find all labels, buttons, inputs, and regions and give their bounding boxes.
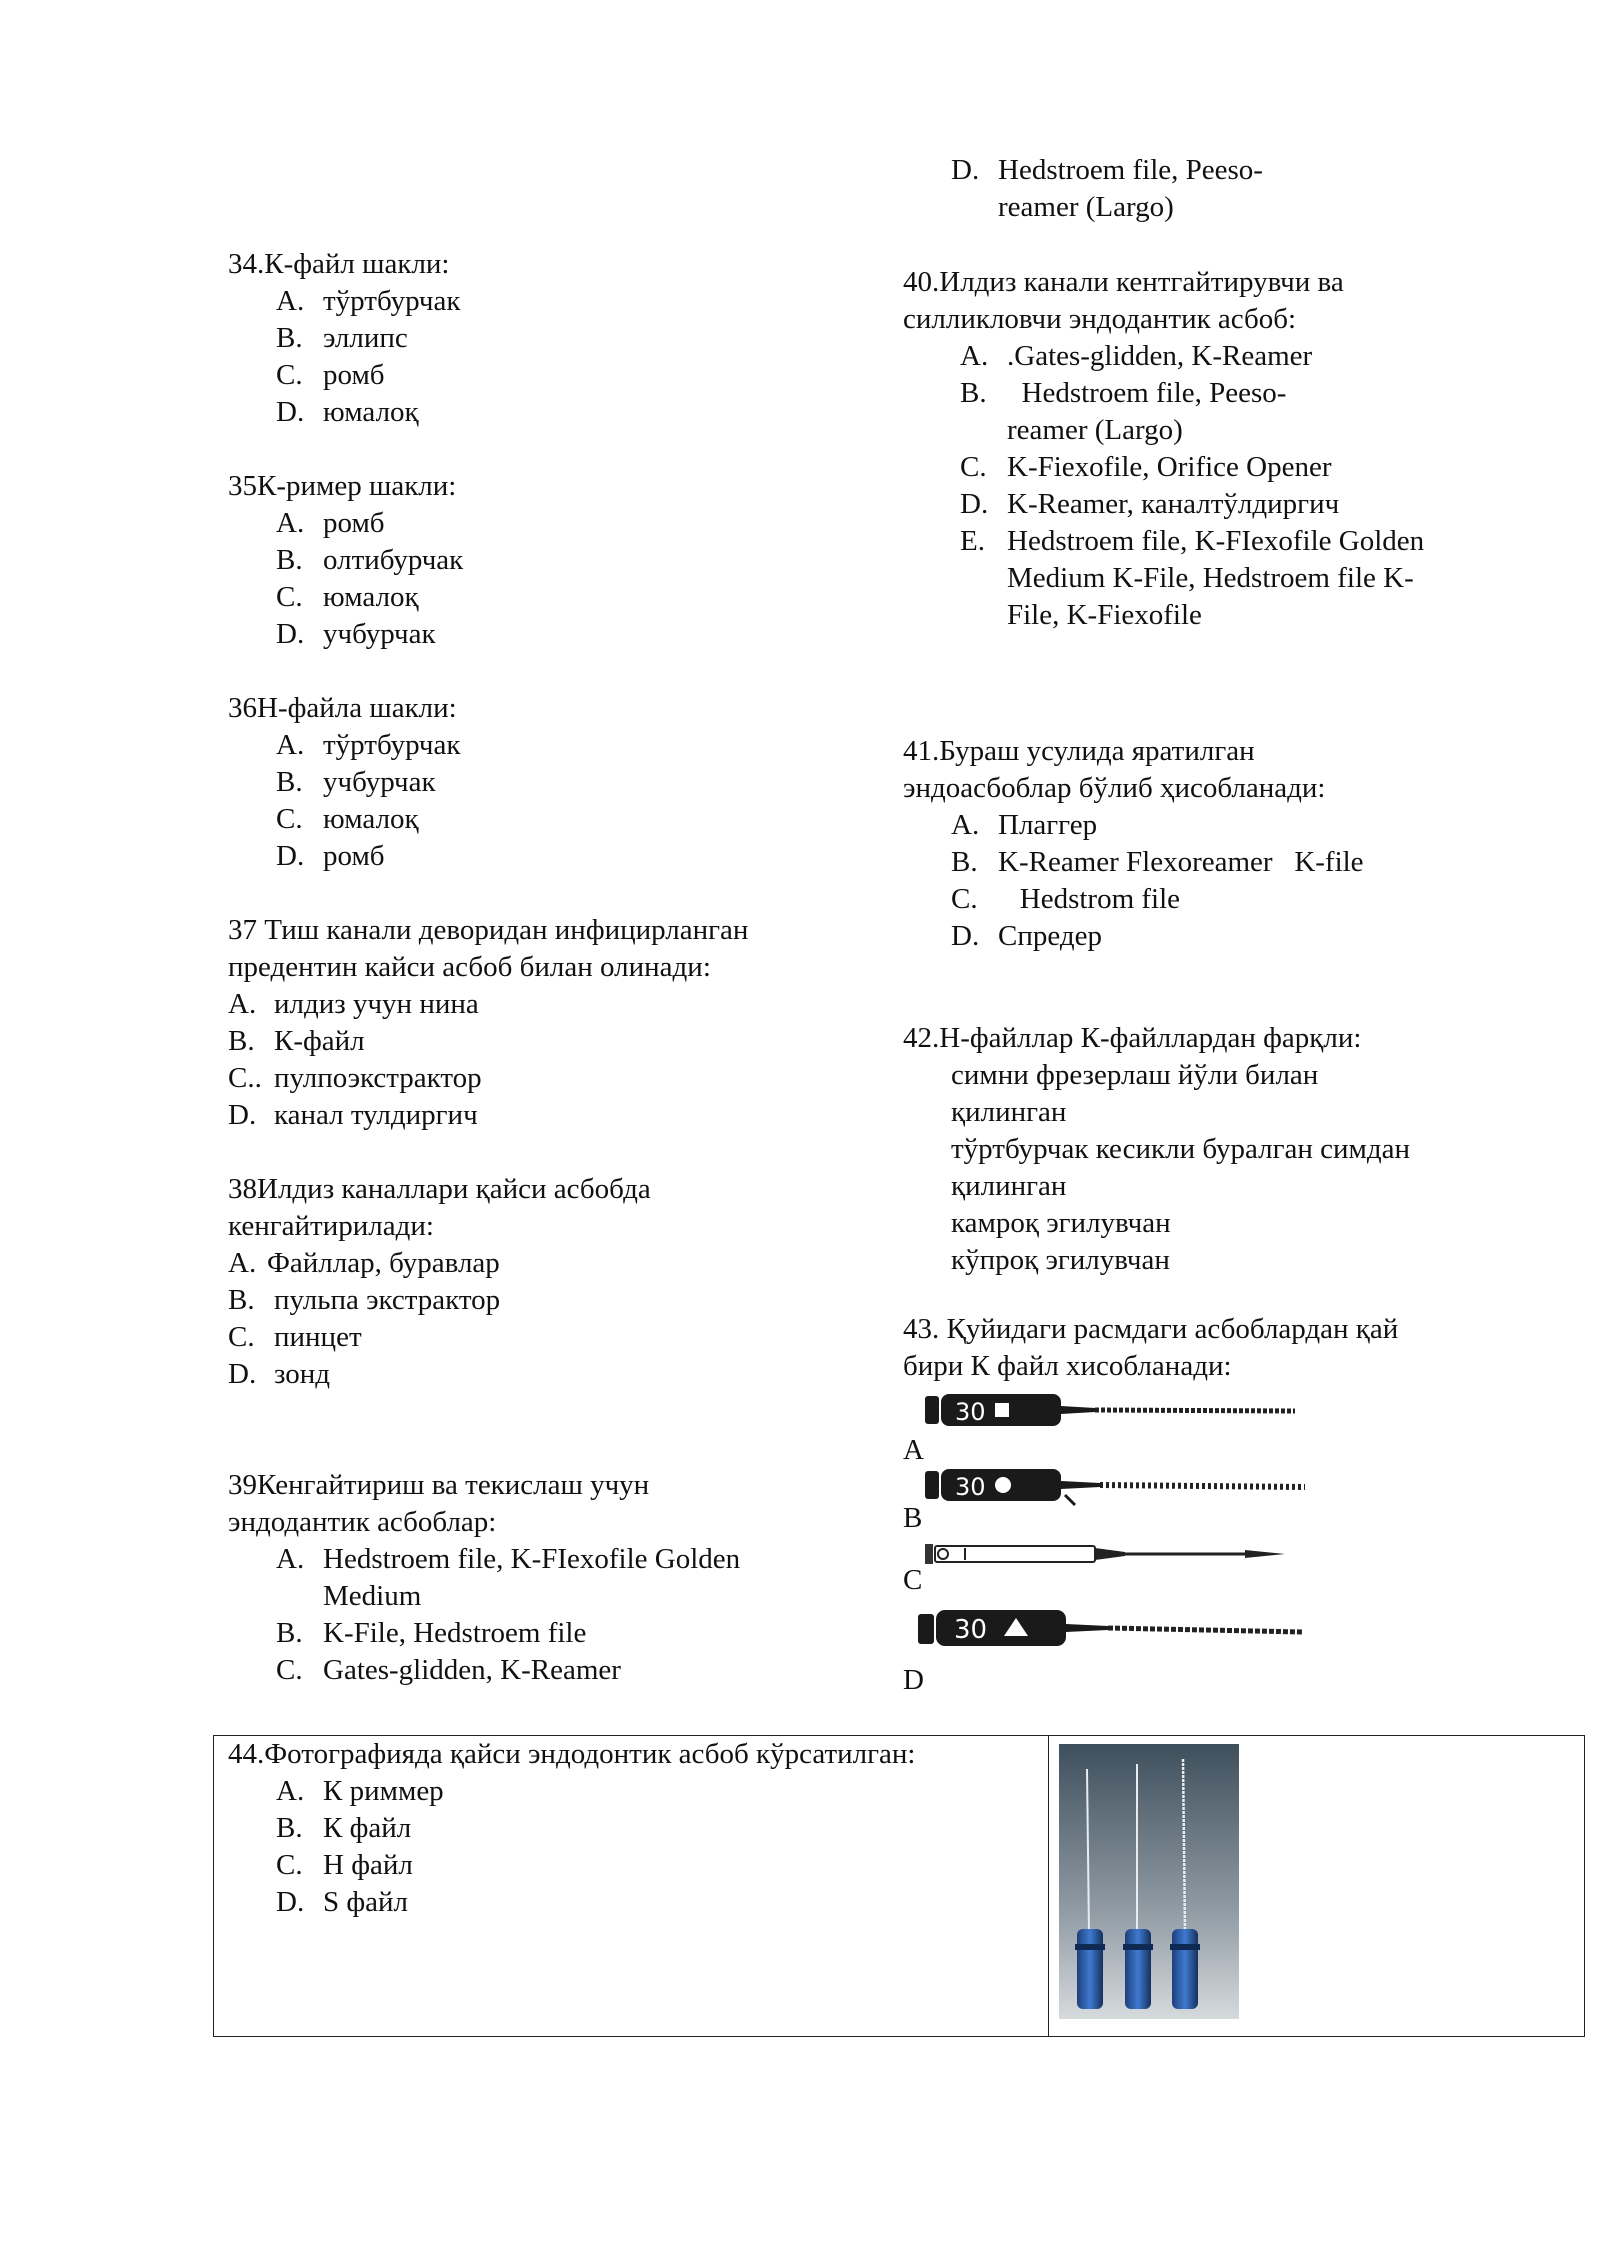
option-b: B. Hedstroem file, Peeso- reamer (Largo): [960, 377, 1287, 446]
file-size-label: 30: [955, 1398, 986, 1426]
question-37: [228, 912, 748, 1134]
file-size-label: 30: [955, 1473, 986, 1501]
question-title-line-2: эндоасбоблар бўлиб ҳисобланади:: [903, 772, 1326, 804]
tool-letter-a: A: [903, 1434, 924, 1466]
option-c: C. юмалоқ: [276, 581, 419, 613]
option-a: A. К риммер: [276, 1775, 444, 1807]
endodontic-file-b-image: [925, 1465, 1310, 1507]
question-43: [903, 1311, 1398, 1385]
circle-marker-icon: [995, 1477, 1011, 1493]
option-d: D. юмалоқ: [276, 396, 419, 428]
file-size-label: 30: [954, 1615, 988, 1645]
option-d: D. ромб: [276, 840, 385, 872]
option-b: B. K-File, Hedstroem file: [276, 1617, 587, 1649]
tool-letter-b: B: [903, 1502, 923, 1534]
option-b: B. пульпа экстрактор: [228, 1284, 501, 1316]
question-42: [903, 1020, 1410, 1279]
option-d: D. учбурчак: [276, 618, 436, 650]
option-c: C. юмалоқ: [276, 803, 419, 835]
option-a: A. Hedstroem file, K-FIexofile Golden Medium: [276, 1543, 741, 1612]
tool-letter-d: D: [903, 1664, 924, 1696]
option-d: D. зонд: [228, 1358, 331, 1390]
question-title-line-2: силликловчи эндодантик асбоб:: [903, 303, 1297, 335]
option-b: B. К файл: [276, 1812, 412, 1844]
option-c: C. K-Fiexofile, Orifice Opener: [960, 451, 1332, 483]
option-a: A. .Gates-glidden, K-Reamer: [960, 340, 1313, 372]
question-title-line-1: 40.Илдиз канали кентгайтирувчи ва: [903, 266, 1344, 298]
endodontic-instruments-photo: [1059, 1744, 1239, 2019]
option-c: C.. пулпоэкстрактор: [228, 1062, 482, 1094]
question-title-line-2: эндодантик асбоблар:: [228, 1506, 497, 1538]
endodontic-file-d-image: [918, 1606, 1308, 1654]
option-b: B. K-Reamer Flexoreamer K-file: [951, 846, 1364, 878]
question-36: [228, 690, 460, 875]
answer-line: камроқ эгилувчан: [951, 1207, 1171, 1239]
question-title-line-1: 38Илдиз каналлари қайси асбобда: [228, 1173, 651, 1205]
option-e: E. Hedstroem file, K-FIexofile Golden Medium K-File, Hedstroem file K- File, K-Fiexofile: [960, 525, 1425, 631]
question-title: 36Н-файла шакли:: [228, 692, 457, 724]
option-d: D. Hedstroem file, Peeso- reamer (Largo): [951, 154, 1263, 223]
question-39-option-d: [951, 152, 1263, 226]
question-title-line-1: 43. Қуйидаги расмдаги асбоблардан қай: [903, 1313, 1399, 1345]
answer-line: қилинган: [951, 1170, 1067, 1202]
answer-line: тўртбурчак кесикли буралган симдан: [951, 1133, 1411, 1165]
question-title-line-2: бири К файл хисобланади:: [903, 1350, 1232, 1382]
endodontic-file-a-image: [925, 1390, 1305, 1430]
option-d: D. Спредер: [951, 920, 1102, 952]
question-44-table: [213, 1735, 1585, 2037]
question-title: 42.Н-файллар К-файллардан фарқли:: [903, 1022, 1362, 1054]
question-40: [903, 264, 1424, 634]
question-title-line-1: 39Кенгайтириш ва текислаш учун: [228, 1469, 650, 1501]
answer-line: кўпроқ эгилувчан: [951, 1244, 1170, 1276]
question-title: 34.К-файл шакли:: [228, 248, 450, 280]
question-35: [228, 468, 463, 653]
option-a: A. тўртбурчак: [276, 729, 461, 761]
table-divider: [1048, 1736, 1049, 2036]
option-b: B. олтибурчак: [276, 544, 464, 576]
option-d: D. K-Reamer, каналтўлдиргич: [960, 488, 1340, 520]
question-title-line-2: кенгайтирилади:: [228, 1210, 434, 1242]
option-c: C. Hedstrom file: [951, 883, 1181, 915]
option-d: D. S файл: [276, 1886, 409, 1918]
option-c: C. ромб: [276, 359, 385, 391]
option-b: B. учбурчак: [276, 766, 436, 798]
question-title-line-1: 41.Бураш усулида яратилган: [903, 735, 1255, 767]
option-b: B. эллипс: [276, 322, 408, 354]
answer-line: симни фрезерлаш йўли билан: [951, 1059, 1319, 1091]
question-41: [903, 733, 1364, 955]
question-title: 35К-ример шакли:: [228, 470, 457, 502]
option-a: A. Плаггер: [951, 809, 1098, 841]
question-title-line-2: предентин кайси асбоб билан олинади:: [228, 951, 711, 983]
question-title-line-1: 37 Тиш канали девоpидан инфицирланган: [228, 914, 749, 946]
option-a: A. ромб: [276, 507, 385, 539]
option-c: C. пинцет: [228, 1321, 362, 1353]
option-d: D. канал тулдиргич: [228, 1099, 478, 1131]
question-34: [228, 246, 460, 431]
option-a: A. илдиз учун нина: [228, 988, 479, 1020]
answer-line: қилинган: [951, 1096, 1067, 1128]
question-title: 44.Фотографияда қайси эндодонтик асбоб кўрсатилган:: [228, 1738, 916, 1770]
option-b: B. К-файл: [228, 1025, 365, 1057]
question-38: [228, 1171, 651, 1393]
tool-letter-c: C: [903, 1564, 923, 1596]
option-a: A. Файллар, буравлар: [228, 1247, 500, 1279]
question-39: [228, 1467, 740, 1689]
option-a: A. тўртбурчак: [276, 285, 461, 317]
endodontic-file-c-image: [925, 1540, 1295, 1570]
square-marker-icon: [995, 1403, 1009, 1417]
option-c: C. Н файл: [276, 1849, 413, 1881]
option-c: C. Gates-glidden, K-Reamer: [276, 1654, 621, 1686]
